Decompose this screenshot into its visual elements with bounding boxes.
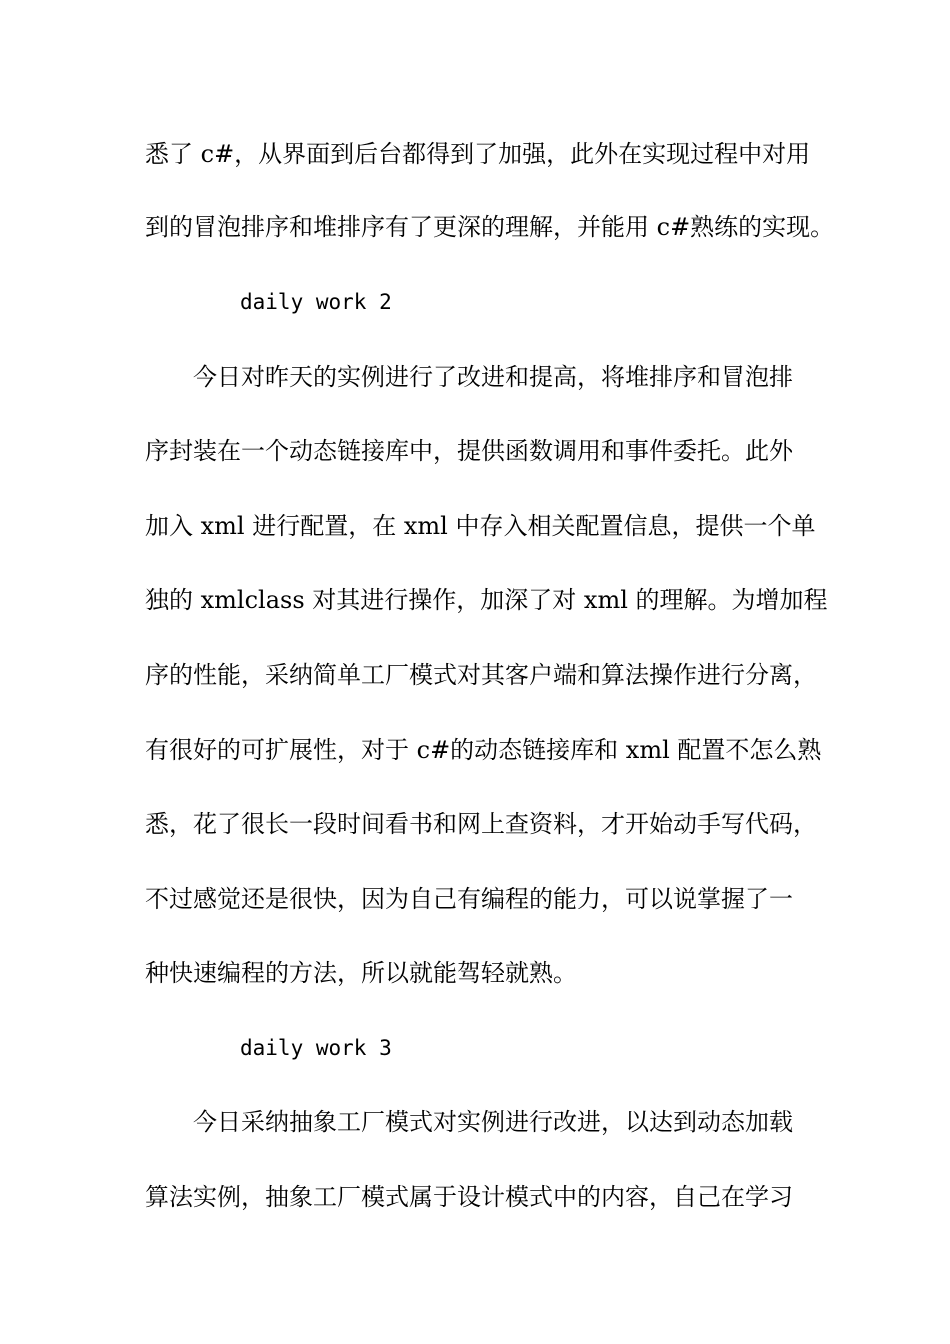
- paragraph-line: 悉了 c#，从界面到后台都得到了加强，此外在实现过程中对用: [145, 140, 811, 168]
- paragraph-line: 不过感觉还是很快，因为自己有编程的能力，可以说掌握了一: [145, 885, 793, 913]
- paragraph-line: 有很好的可扩展性，对于 c#的动态链接库和 xml 配置不怎么熟: [145, 736, 822, 764]
- paragraph-line: 今日采纳抽象工厂模式对实例进行改进，以达到动态加载: [193, 1108, 793, 1136]
- paragraph-line: 悉，花了很长一段时间看书和网上查资料，才开始动手写代码，: [145, 810, 817, 838]
- paragraph-line: 算法实例，抽象工厂模式属于设计模式中的内容，自己在学习: [145, 1183, 793, 1211]
- paragraph-line: 独的 xmlclass 对其进行操作，加深了对 xml 的理解。为增加程: [145, 586, 828, 614]
- paragraph-line: 序的性能，采纳简单工厂模式对其客户端和算法操作进行分离，: [145, 661, 817, 689]
- paragraph-line: 加入 xml 进行配置，在 xml 中存入相关配置信息，提供一个单: [145, 512, 816, 540]
- paragraph-line: 种快速编程的方法，所以就能驾轻就熟。: [145, 959, 577, 987]
- section-heading-daily-work-3: daily work 3: [240, 1036, 392, 1060]
- section-heading-daily-work-2: daily work 2: [240, 290, 392, 314]
- paragraph-line: 到的冒泡排序和堆排序有了更深的理解，并能用 c#熟练的实现。: [145, 213, 835, 241]
- paragraph-line: 序封装在一个动态链接库中，提供函数调用和事件委托。此外: [145, 437, 793, 465]
- paragraph-line: 今日对昨天的实例进行了改进和提高，将堆排序和冒泡排: [193, 363, 793, 391]
